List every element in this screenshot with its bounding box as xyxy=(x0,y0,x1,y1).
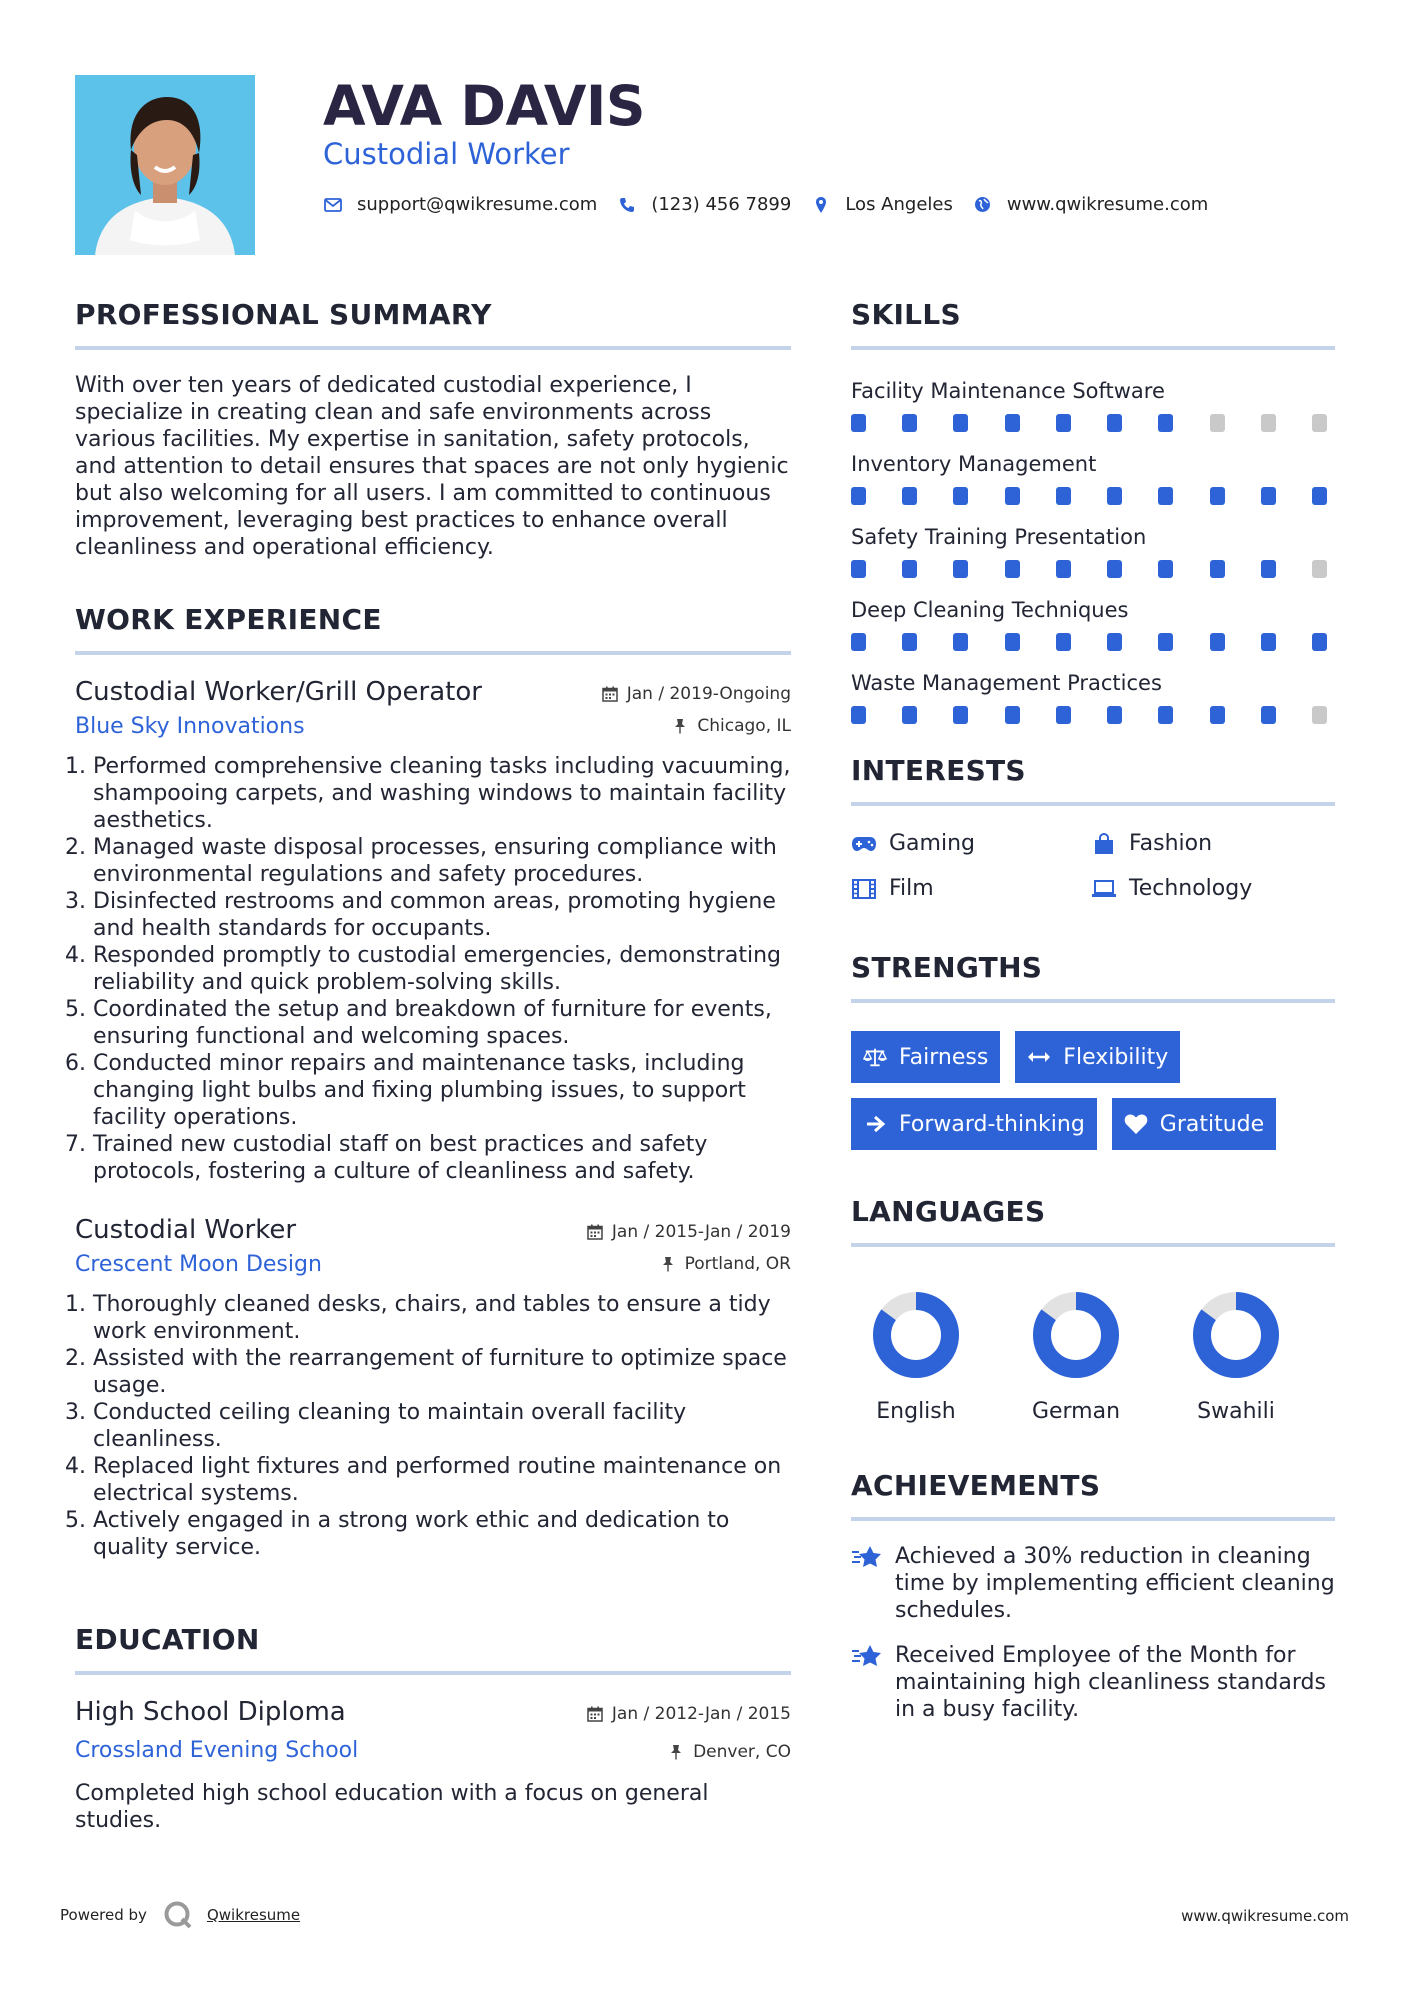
qwikresume-link[interactable]: Qwikresume xyxy=(206,1906,301,1924)
skill-rating xyxy=(851,633,1327,651)
skill-dot-filled xyxy=(851,633,866,651)
globe-icon xyxy=(973,195,993,215)
skill-rating xyxy=(851,560,1327,578)
skill-item xyxy=(851,668,1335,724)
phone-icon xyxy=(617,195,637,215)
shopping-bag-icon xyxy=(1091,833,1117,855)
pushpin-icon xyxy=(667,1743,685,1761)
strength-badge xyxy=(1015,1031,1180,1083)
skill-dot-empty xyxy=(1312,560,1327,578)
strength-badge xyxy=(851,1098,1097,1150)
skill-dot-filled xyxy=(953,560,968,578)
calendar-icon xyxy=(601,685,619,703)
calendar-icon xyxy=(586,1223,604,1241)
section-divider xyxy=(75,651,791,655)
duty-list xyxy=(75,753,791,1185)
interests-grid xyxy=(851,831,1335,901)
skill-dot-filled xyxy=(1261,633,1276,651)
skill-name: Inventory Management xyxy=(851,452,1097,476)
left-column xyxy=(75,298,791,1834)
language-name: German xyxy=(1031,1399,1121,1424)
skill-item xyxy=(851,449,1335,505)
job-title: Custodial Worker/Grill Operator xyxy=(75,677,482,707)
skill-dot-filled xyxy=(1210,487,1225,505)
qwikresume-logo-icon xyxy=(163,1900,193,1930)
pushpin-icon xyxy=(671,717,689,735)
job-entry xyxy=(75,1215,791,1561)
section-divider xyxy=(75,1671,791,1675)
skill-dot-filled xyxy=(1261,487,1276,505)
language-level-ring xyxy=(866,1285,966,1385)
job-entry xyxy=(75,677,791,1185)
skill-dot-filled xyxy=(1210,633,1225,651)
skill-rating xyxy=(851,487,1327,505)
duty-item: 1. Thoroughly cleaned desks, chairs, and tables to ensure a tidy work environment. xyxy=(93,1291,791,1345)
film-icon xyxy=(851,878,877,900)
language-item xyxy=(1011,1285,1171,1424)
star-badge-icon xyxy=(851,1543,885,1573)
section-divider xyxy=(851,1243,1335,1247)
education-entry xyxy=(75,1697,791,1834)
contact-email-text: support@qwikresume.com xyxy=(357,194,598,215)
experience-heading: WORK EXPERIENCE xyxy=(75,603,382,636)
language-level-ring xyxy=(1186,1285,1286,1385)
skill-dot-filled xyxy=(1005,706,1020,724)
skill-dot-filled xyxy=(902,487,917,505)
contact-email[interactable] xyxy=(323,194,597,215)
star-badge-icon xyxy=(851,1642,885,1672)
job-location-text: Chicago, IL xyxy=(697,716,791,736)
balance-scale-icon xyxy=(863,1045,887,1069)
powered-by-text: Powered by xyxy=(60,1906,147,1924)
skill-dot-filled xyxy=(1158,706,1173,724)
duty-item: 1. Performed comprehensive cleaning tasks including vacuuming, shampooing carpets, and washing windows to maintain facility aesthetics. xyxy=(93,753,791,834)
interest-label: Gaming xyxy=(889,831,975,856)
skill-dot-filled xyxy=(1158,487,1173,505)
skill-dot-filled xyxy=(1158,560,1173,578)
footer-powered-by xyxy=(60,1900,300,1930)
experience-section xyxy=(75,603,791,1561)
section-divider xyxy=(851,346,1335,350)
skill-dot-filled xyxy=(1158,633,1173,651)
duty-item: 4. Responded promptly to custodial emergencies, demonstrating reliability and quick problem-solving skills. xyxy=(93,942,791,996)
interest-item xyxy=(1091,831,1331,856)
languages-section xyxy=(851,1195,1335,1424)
skill-dot-filled xyxy=(851,706,866,724)
contact-phone-text: (123) 456 7899 xyxy=(651,194,792,215)
job-date xyxy=(586,1222,791,1242)
skill-dot-filled xyxy=(1107,560,1122,578)
strength-badge xyxy=(1112,1098,1276,1150)
education-location-text: Denver, CO xyxy=(693,1742,791,1762)
skill-rating xyxy=(851,706,1327,724)
interest-item xyxy=(1091,876,1331,901)
skill-dot-filled xyxy=(953,414,968,432)
achievements-heading: ACHIEVEMENTS xyxy=(851,1469,1101,1502)
interests-heading: INTERESTS xyxy=(851,754,1026,787)
summary-section xyxy=(75,298,791,561)
degree-title: High School Diploma xyxy=(75,1697,346,1727)
achievements-section xyxy=(851,1469,1335,1723)
job-title: Custodial Worker xyxy=(75,1215,297,1245)
strengths-section xyxy=(851,951,1335,1165)
skill-dot-filled xyxy=(1005,560,1020,578)
language-item xyxy=(1171,1285,1331,1424)
education-section xyxy=(75,1623,791,1834)
skill-dot-filled xyxy=(1261,706,1276,724)
skill-dot-filled xyxy=(1107,487,1122,505)
job-location-text: Portland, OR xyxy=(684,1254,791,1274)
skill-dot-filled xyxy=(1107,414,1122,432)
skill-item xyxy=(851,376,1335,432)
section-divider xyxy=(851,999,1335,1003)
duty-item: 3. Disinfected restrooms and common areas, promoting hygiene and health standards for occupants. xyxy=(93,888,791,942)
strength-label: Forward-thinking xyxy=(899,1111,1085,1137)
skills-section xyxy=(851,298,1335,724)
job-date xyxy=(601,684,791,704)
skill-name: Deep Cleaning Techniques xyxy=(851,598,1129,622)
skill-dot-empty xyxy=(1312,706,1327,724)
skill-dot-filled xyxy=(1261,560,1276,578)
duty-item: 5. Coordinated the setup and breakdown of furniture for events, ensuring functional and welcoming spaces. xyxy=(93,996,791,1050)
skill-dot-filled xyxy=(902,706,917,724)
summary-text: With over ten years of dedicated custodial experience, I specialize in creating clean and safe environments across various facilities. My expertise in sanitation, safety protocols, and attention to detail ensures that spaces are not only hygienic but also welcoming for all users. I am committed to continuous improvement, leveraging best practices to enhance overall cleanliness and operational efficiency. xyxy=(75,373,789,560)
skill-dot-filled xyxy=(851,560,866,578)
achievement-text: Received Employee of the Month for maintaining high cleanliness standards in a busy facility. xyxy=(895,1643,1326,1722)
skill-dot-filled xyxy=(1210,560,1225,578)
education-date-text: Jan / 2012-Jan / 2015 xyxy=(611,1704,791,1724)
languages-heading: LANGUAGES xyxy=(851,1195,1046,1228)
achievement-item xyxy=(851,1543,1335,1624)
duty-item: 7. Trained new custodial staff on best practices and safety protocols, fostering a culture of cleanliness and safety. xyxy=(93,1131,791,1185)
section-divider xyxy=(75,346,791,350)
skill-name: Waste Management Practices xyxy=(851,671,1162,695)
interests-section xyxy=(851,754,1335,901)
job-location xyxy=(659,1254,791,1274)
laptop-icon xyxy=(1091,878,1117,900)
education-location xyxy=(667,1742,791,1762)
strengths-heading: STRENGTHS xyxy=(851,951,1043,984)
skill-dot-filled xyxy=(851,487,866,505)
skill-dot-filled xyxy=(1005,633,1020,651)
duty-item: 2. Managed waste disposal processes, ensuring compliance with environmental regulations and safety procedures. xyxy=(93,834,791,888)
skill-dot-filled xyxy=(902,414,917,432)
skill-dot-empty xyxy=(1312,414,1327,432)
strength-label: Flexibility xyxy=(1063,1044,1169,1070)
strengths-list xyxy=(851,1031,1335,1165)
skill-dot-filled xyxy=(1056,706,1071,724)
job-date-text: Jan / 2015-Jan / 2019 xyxy=(611,1222,791,1242)
summary-heading: PROFESSIONAL SUMMARY xyxy=(75,298,492,331)
strength-label: Fairness xyxy=(899,1044,989,1070)
heart-icon xyxy=(1124,1112,1148,1136)
language-name: English xyxy=(876,1399,956,1424)
skills-list xyxy=(851,376,1335,724)
profile-photo xyxy=(75,75,255,255)
calendar-icon xyxy=(586,1705,604,1723)
education-heading: EDUCATION xyxy=(75,1623,260,1656)
language-level-ring xyxy=(1026,1285,1126,1385)
skill-dot-filled xyxy=(1005,487,1020,505)
duty-item: 6. Conducted minor repairs and maintenance tasks, including changing light bulbs and fixing plumbing issues, to support facility operations. xyxy=(93,1050,791,1131)
company-name: Crescent Moon Design xyxy=(75,1252,322,1277)
language-item xyxy=(851,1285,1011,1424)
languages-list xyxy=(851,1285,1335,1424)
skill-dot-filled xyxy=(1056,414,1071,432)
interest-label: Fashion xyxy=(1129,831,1213,856)
candidate-title: Custodial Worker xyxy=(323,137,570,171)
right-column xyxy=(851,298,1335,1723)
skill-name: Safety Training Presentation xyxy=(851,525,1147,549)
arrow-right-icon xyxy=(863,1112,887,1136)
strength-label: Gratitude xyxy=(1159,1111,1265,1137)
contact-website-text: www.qwikresume.com xyxy=(1006,194,1209,215)
gamepad-icon xyxy=(851,833,877,855)
skill-dot-filled xyxy=(1158,414,1173,432)
skill-dot-filled xyxy=(1056,487,1071,505)
pushpin-icon xyxy=(659,1255,677,1273)
section-divider xyxy=(851,1517,1335,1521)
skill-dot-filled xyxy=(1056,560,1071,578)
contact-phone[interactable] xyxy=(617,194,791,215)
duty-item: 2. Assisted with the rearrangement of furniture to optimize space usage. xyxy=(93,1345,791,1399)
skill-dot-filled xyxy=(851,414,866,432)
arrows-horizontal-icon xyxy=(1027,1045,1051,1069)
job-location xyxy=(671,716,791,736)
duty-item: 4. Replaced light fixtures and performed routine maintenance on electrical systems. xyxy=(93,1453,791,1507)
skill-dot-filled xyxy=(953,633,968,651)
interest-label: Film xyxy=(889,876,934,901)
skill-dot-filled xyxy=(1210,706,1225,724)
skill-dot-filled xyxy=(1312,633,1327,651)
contact-location xyxy=(811,194,953,215)
contact-location-text: Los Angeles xyxy=(845,194,953,215)
skill-dot-filled xyxy=(1312,487,1327,505)
interest-label: Technology xyxy=(1129,876,1253,901)
skill-dot-filled xyxy=(1056,633,1071,651)
contact-bar xyxy=(323,194,1228,215)
strength-badge xyxy=(851,1031,1000,1083)
skills-heading: SKILLS xyxy=(851,298,961,331)
language-name: Swahili xyxy=(1197,1399,1275,1424)
duty-item: 5. Actively engaged in a strong work ethic and dedication to quality service. xyxy=(93,1507,791,1561)
skill-item xyxy=(851,595,1335,651)
achievement-text: Achieved a 30% reduction in cleaning time by implementing efficient cleaning schedules. xyxy=(895,1544,1335,1623)
interest-item xyxy=(851,831,1091,856)
envelope-icon xyxy=(323,195,343,215)
footer-website[interactable]: www.qwikresume.com xyxy=(1181,1907,1349,1925)
skill-dot-filled xyxy=(1107,633,1122,651)
company-name: Blue Sky Innovations xyxy=(75,714,305,739)
map-marker-icon xyxy=(811,195,831,215)
duty-list xyxy=(75,1291,791,1561)
contact-website[interactable] xyxy=(973,194,1208,215)
school-name: Crossland Evening School xyxy=(75,1738,359,1763)
achievement-item xyxy=(851,1642,1335,1723)
skill-dot-filled xyxy=(1005,414,1020,432)
skill-dot-filled xyxy=(953,487,968,505)
skill-dot-filled xyxy=(902,633,917,651)
skill-dot-empty xyxy=(1210,414,1225,432)
skill-dot-filled xyxy=(902,560,917,578)
skill-name: Facility Maintenance Software xyxy=(851,379,1165,403)
skill-item xyxy=(851,522,1335,578)
interest-item xyxy=(851,876,1091,901)
skill-dot-filled xyxy=(953,706,968,724)
education-description: Completed high school education with a focus on general studies. xyxy=(75,1781,709,1833)
job-date-text: Jan / 2019-Ongoing xyxy=(626,684,791,704)
section-divider xyxy=(851,802,1335,806)
education-date xyxy=(586,1704,791,1724)
duty-item: 3. Conducted ceiling cleaning to maintain overall facility cleanliness. xyxy=(93,1399,791,1453)
skill-rating xyxy=(851,414,1327,432)
skill-dot-filled xyxy=(1107,706,1122,724)
skill-dot-empty xyxy=(1261,414,1276,432)
candidate-name: AVA DAVIS xyxy=(323,74,646,138)
